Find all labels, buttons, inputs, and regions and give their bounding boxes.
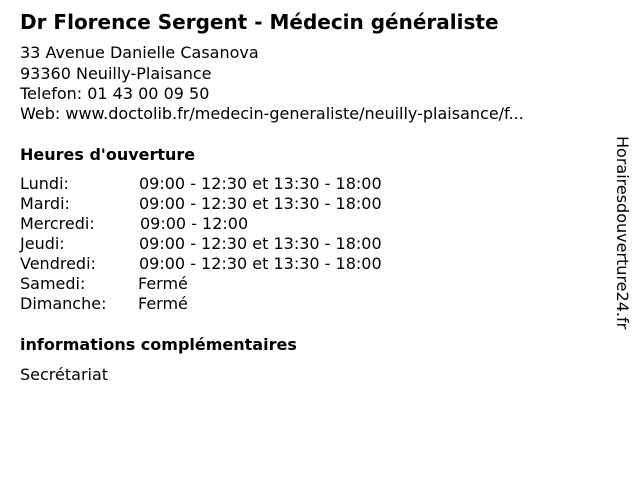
day-hours: 09:00 - 12:30 et 13:30 - 18:00: [139, 234, 382, 253]
day-hours: Fermé: [138, 294, 188, 313]
opening-hours-heading: Heures d'ouverture: [20, 145, 196, 164]
address-street: 33 Avenue Danielle Casanova: [20, 43, 259, 62]
day-hours: Fermé: [138, 274, 188, 293]
additional-info-text: Secrétariat: [20, 365, 109, 384]
day-label: Mardi:: [20, 194, 70, 213]
day-label: Jeudi:: [20, 234, 65, 253]
page-title: Dr Florence Sergent - Médecin généraliste: [20, 10, 499, 34]
day-label: Vendredi:: [20, 254, 96, 273]
day-label: Lundi:: [20, 174, 69, 193]
additional-info-heading: informations complémentaires: [20, 335, 297, 354]
day-hours: 09:00 - 12:30 et 13:30 - 18:00: [139, 174, 382, 193]
site-watermark: Horairesdouverture24.fr: [613, 136, 632, 330]
day-hours: 09:00 - 12:30 et 13:30 - 18:00: [139, 194, 382, 213]
address-city: 93360 Neuilly-Plaisance: [20, 64, 212, 83]
day-label: Mercredi:: [20, 214, 95, 233]
phone-number: Telefon: 01 43 00 09 50: [20, 84, 210, 103]
day-hours: 09:00 - 12:30 et 13:30 - 18:00: [139, 254, 382, 273]
day-hours: 09:00 - 12:00: [140, 214, 249, 233]
website-link[interactable]: Web: www.doctolib.fr/medecin-generaliste/neuilly-plaisance/f...: [20, 104, 524, 123]
day-label: Samedi:: [20, 274, 86, 293]
day-label: Dimanche:: [20, 294, 107, 313]
